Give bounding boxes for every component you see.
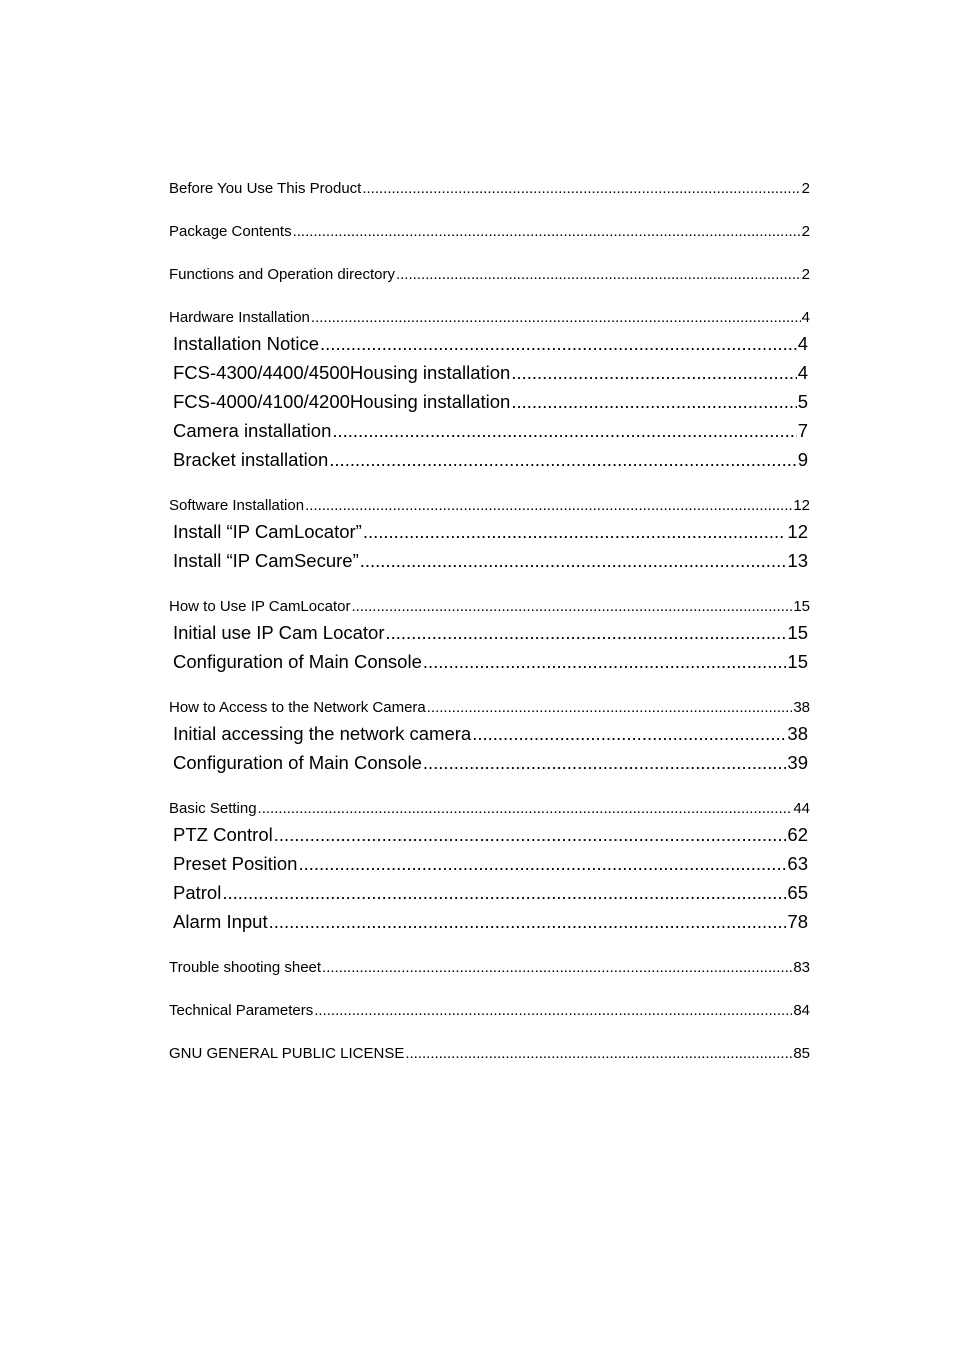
toc-entry-page: 5 — [797, 391, 808, 412]
toc-entry-title: Initial accessing the network camera — [173, 723, 472, 744]
toc-entry-title: Package Contents — [169, 223, 292, 240]
toc-entry-title: Trouble shooting sheet — [169, 959, 322, 976]
toc-entry-title: Install “IP CamLocator” — [173, 521, 362, 542]
toc-entry-page: 63 — [787, 853, 808, 874]
toc-entry-page: 4 — [797, 362, 808, 383]
toc-dot-leader — [298, 849, 786, 878]
toc-entry-page: 9 — [797, 449, 808, 470]
toc-entry-basic-setting[interactable] — [169, 798, 810, 820]
toc-entry-title: Configuration of Main Console — [173, 752, 422, 773]
toc-entry-page: 85 — [793, 1045, 810, 1062]
toc-entry-title: Patrol — [173, 882, 222, 903]
toc-subentry-ptz-control[interactable] — [169, 820, 810, 849]
toc-dot-leader — [363, 517, 787, 546]
toc-dot-leader — [511, 387, 796, 416]
toc-subentry-initial-use-cam-locator[interactable] — [169, 618, 810, 647]
toc-entry-page: 2 — [801, 180, 810, 197]
toc-entry-title: Functions and Operation directory — [169, 266, 395, 283]
toc-entry-page: 38 — [793, 699, 810, 716]
toc-dot-leader — [362, 178, 800, 200]
toc-entry-page: 4 — [797, 333, 808, 354]
toc-entry-page: 65 — [787, 882, 808, 903]
toc-entry-page: 78 — [787, 911, 808, 932]
toc-dot-leader — [258, 798, 793, 820]
toc-entry-title: How to Use IP CamLocator — [169, 598, 351, 615]
toc-entry-access-network-camera[interactable] — [169, 697, 810, 719]
toc-subentry-fcs4300-housing[interactable] — [169, 358, 810, 387]
toc-dot-leader — [427, 697, 793, 719]
toc-entry-page: 84 — [793, 1002, 810, 1019]
toc-dot-leader — [311, 307, 801, 329]
toc-subentry-install-ip-camsecure[interactable] — [169, 546, 810, 575]
toc-subentry-configuration-main-console[interactable] — [169, 647, 810, 676]
toc-dot-leader — [320, 329, 797, 358]
toc-entry-title: Preset Position — [173, 853, 298, 874]
toc-subentry-camera-installation[interactable] — [169, 416, 810, 445]
toc-dot-leader — [423, 647, 787, 676]
toc-dot-leader — [269, 907, 787, 936]
toc-entry-how-to-use-camlocator[interactable] — [169, 596, 810, 618]
toc-entry-page: 2 — [801, 223, 810, 240]
toc-entry-page: 7 — [797, 420, 808, 441]
toc-dot-leader — [305, 495, 792, 517]
toc-dot-leader — [405, 1043, 792, 1065]
toc-entry-title: Hardware Installation — [169, 309, 310, 326]
toc-subentry-initial-accessing-camera[interactable] — [169, 719, 810, 748]
toc-subentry-installation-notice[interactable] — [169, 329, 810, 358]
toc-dot-leader — [472, 719, 786, 748]
toc-dot-leader — [332, 416, 796, 445]
toc-dot-leader — [351, 596, 792, 618]
toc-dot-leader — [293, 221, 801, 243]
toc-entry-title: GNU GENERAL PUBLIC LICENSE — [169, 1045, 405, 1062]
toc-entry-software-installation[interactable] — [169, 495, 810, 517]
table-of-contents — [169, 178, 810, 1065]
toc-entry-title: Installation Notice — [173, 333, 320, 354]
toc-subentry-alarm-input[interactable] — [169, 907, 810, 936]
toc-entry-title: Bracket installation — [173, 449, 329, 470]
toc-subentry-patrol[interactable] — [169, 878, 810, 907]
toc-entry-page: 12 — [793, 497, 810, 514]
toc-entry-title: Technical Parameters — [169, 1002, 314, 1019]
toc-dot-leader — [314, 1000, 792, 1022]
toc-entry-page: 83 — [793, 959, 810, 976]
toc-entry-page: 15 — [787, 651, 808, 672]
toc-dot-leader — [386, 618, 787, 647]
toc-entry-page: 15 — [787, 622, 808, 643]
toc-entry-title: FCS-4300/4400/4500Housing installation — [173, 362, 511, 383]
toc-subentry-fcs4000-housing[interactable] — [169, 387, 810, 416]
toc-entry-title: Configuration of Main Console — [173, 651, 422, 672]
toc-entry-title: Software Installation — [169, 497, 305, 514]
toc-entry-page: 44 — [793, 800, 810, 817]
toc-entry-title: PTZ Control — [173, 824, 273, 845]
toc-entry-title: Camera installation — [173, 420, 332, 441]
toc-subentry-install-ip-camlocator[interactable] — [169, 517, 810, 546]
toc-entry-page: 15 — [793, 598, 810, 615]
toc-entry-title: FCS-4000/4100/4200Housing installation — [173, 391, 511, 412]
toc-entry-page: 13 — [787, 550, 808, 571]
toc-entry-title: Before You Use This Product — [169, 180, 362, 197]
toc-subentry-bracket-installation[interactable] — [169, 445, 810, 474]
toc-dot-leader — [360, 546, 787, 575]
toc-dot-leader — [322, 957, 792, 979]
toc-entry-title: Initial use IP Cam Locator — [173, 622, 385, 643]
toc-entry-gnu-license[interactable] — [169, 1043, 810, 1065]
toc-entry-before-you-use[interactable] — [169, 178, 810, 200]
toc-entry-page: 4 — [801, 309, 810, 326]
toc-subentry-preset-position[interactable] — [169, 849, 810, 878]
toc-entry-page: 2 — [801, 266, 810, 283]
toc-dot-leader — [329, 445, 796, 474]
toc-entry-hardware-installation[interactable] — [169, 307, 810, 329]
toc-dot-leader — [222, 878, 786, 907]
toc-entry-page: 12 — [787, 521, 808, 542]
toc-dot-leader — [396, 264, 801, 286]
toc-entry-technical-parameters[interactable] — [169, 1000, 810, 1022]
toc-subentry-configuration-main-console-2[interactable] — [169, 748, 810, 777]
toc-dot-leader — [511, 358, 796, 387]
toc-entry-title: Basic Setting — [169, 800, 257, 817]
toc-entry-title: Install “IP CamSecure” — [173, 550, 359, 571]
toc-entry-title: How to Access to the Network Camera — [169, 699, 426, 716]
toc-entry-title: Alarm Input — [173, 911, 268, 932]
toc-entry-package-contents[interactable] — [169, 221, 810, 243]
toc-dot-leader — [274, 820, 787, 849]
toc-entry-functions[interactable] — [169, 264, 810, 286]
toc-entry-page: 62 — [787, 824, 808, 845]
toc-entry-page: 38 — [787, 723, 808, 744]
toc-entry-trouble-shooting[interactable] — [169, 957, 810, 979]
toc-dot-leader — [423, 748, 787, 777]
toc-entry-page: 39 — [787, 752, 808, 773]
